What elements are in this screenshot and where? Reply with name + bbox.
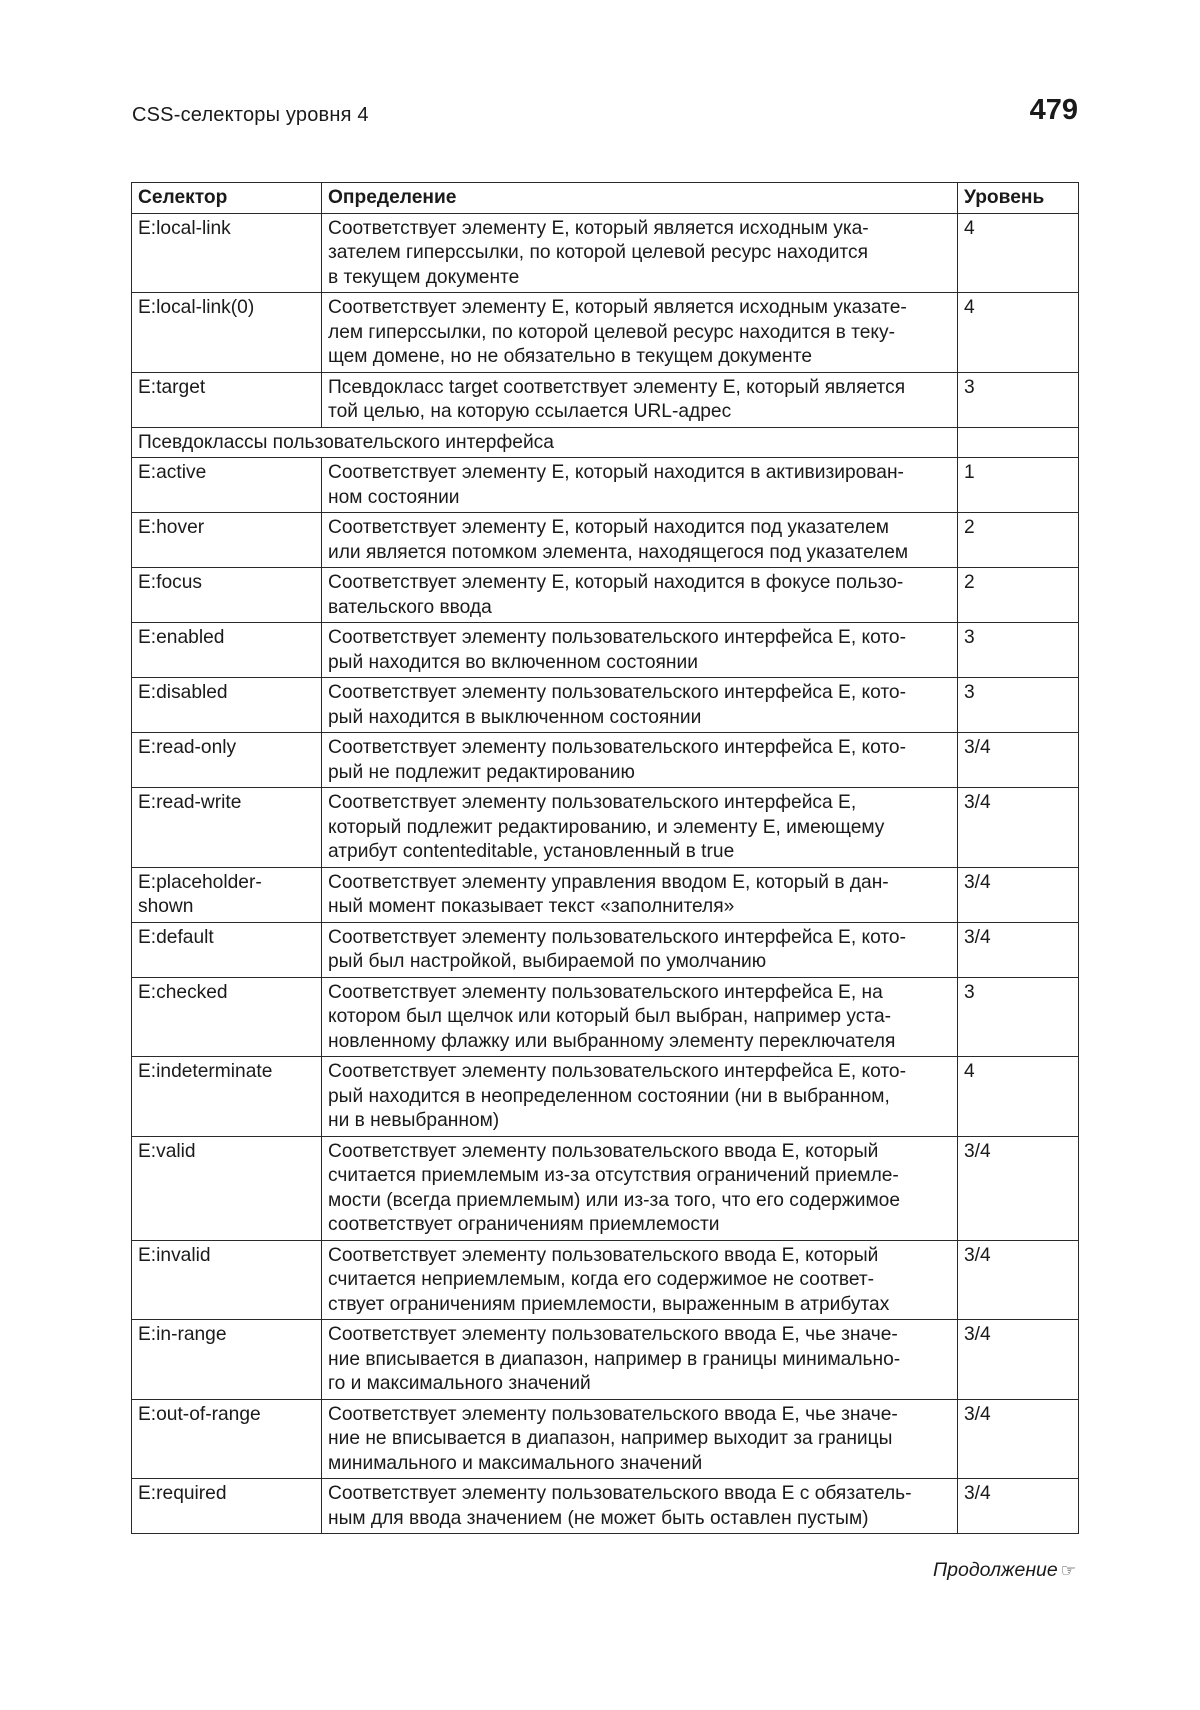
level-cell: 4 bbox=[958, 293, 1079, 373]
table-row bbox=[132, 977, 1079, 1057]
definition-cell: Соответствует элементу пользовательского интерфейса E, на котором был щелчок или который был выбран, например уста- новленному флажку или выбранному элементу переключателя bbox=[322, 977, 958, 1057]
selector-cell: E:out-of-range bbox=[132, 1399, 322, 1479]
table-row bbox=[132, 623, 1079, 678]
definition-cell: Соответствует элементу пользовательского ввода E, чье значе- ние вписывается в диапазон, например в границы минимально- го и максимального значений bbox=[322, 1320, 958, 1400]
definition-cell: Соответствует элементу пользовательского ввода E, который считается неприемлемым, когда его содержимое не соответ- ствует ограничениям приемлемости, выраженным в атрибутах bbox=[322, 1240, 958, 1320]
level-cell: 3/4 bbox=[958, 1399, 1079, 1479]
table-row bbox=[132, 678, 1079, 733]
selector-cell: E:checked bbox=[132, 977, 322, 1057]
definition-cell: Соответствует элементу пользовательского интерфейса E, кото- рый находится во включенном состоянии bbox=[322, 623, 958, 678]
table-row bbox=[132, 1057, 1079, 1137]
level-cell: 3 bbox=[958, 623, 1079, 678]
level-cell: 3/4 bbox=[958, 788, 1079, 868]
selectors-table bbox=[131, 182, 1079, 1534]
continuation-note bbox=[933, 1559, 1076, 1582]
column-header-level: Уровень bbox=[958, 183, 1079, 214]
running-head-title: CSS-селекторы уровня 4 bbox=[132, 104, 369, 126]
selector-cell: E:local-link bbox=[132, 213, 322, 293]
pointing-hand-icon: ☞ bbox=[1060, 1561, 1076, 1580]
level-cell: 3/4 bbox=[958, 922, 1079, 977]
selector-cell: E:target bbox=[132, 372, 322, 427]
level-cell: 2 bbox=[958, 513, 1079, 568]
selector-cell: E:default bbox=[132, 922, 322, 977]
selector-cell: E:in-range bbox=[132, 1320, 322, 1400]
definition-cell: Соответствует элементу E, который является исходным указате- лем гиперссылки, по которой целевой ресурс находится в теку- щем домене, но не обязательно в текущем документе bbox=[322, 293, 958, 373]
definition-cell: Соответствует элементу пользовательского ввода E с обязатель- ным для ввода значением (не может быть оставлен пустым) bbox=[322, 1479, 958, 1534]
section-heading-empty-cell bbox=[958, 427, 1079, 458]
level-cell: 3/4 bbox=[958, 1136, 1079, 1240]
definition-cell: Псевдокласс target соответствует элементу E, который является той целью, на которую ссылается URL-адрес bbox=[322, 372, 958, 427]
page-number: 479 bbox=[1029, 94, 1078, 126]
table-row bbox=[132, 1136, 1079, 1240]
level-cell: 3 bbox=[958, 678, 1079, 733]
selector-cell: E:read-only bbox=[132, 733, 322, 788]
table-row bbox=[132, 1479, 1079, 1534]
table-row bbox=[132, 1240, 1079, 1320]
level-cell: 1 bbox=[958, 458, 1079, 513]
section-heading-row bbox=[132, 427, 1079, 458]
selector-cell: E:placeholder- shown bbox=[132, 867, 322, 922]
selector-cell: E:local-link(0) bbox=[132, 293, 322, 373]
definition-cell: Соответствует элементу управления вводом E, который в дан- ный момент показывает текст «заполнителя» bbox=[322, 867, 958, 922]
continuation-label: Продолжение bbox=[933, 1559, 1058, 1581]
level-cell: 3 bbox=[958, 372, 1079, 427]
table-row bbox=[132, 372, 1079, 427]
table-row bbox=[132, 867, 1079, 922]
selector-cell: E:valid bbox=[132, 1136, 322, 1240]
definition-cell: Соответствует элементу пользовательского интерфейса E, кото- рый был настройкой, выбираемой по умолчанию bbox=[322, 922, 958, 977]
definition-cell: Соответствует элементу пользовательского интерфейса E, кото- рый не подлежит редактированию bbox=[322, 733, 958, 788]
definition-cell: Соответствует элементу пользовательского интерфейса E, кото- рый находится в неопределенном состоянии (ни в выбранном, ни в невыбранном) bbox=[322, 1057, 958, 1137]
table-row bbox=[132, 458, 1079, 513]
definition-cell: Соответствует элементу пользовательского ввода E, чье значе- ние не вписывается в диапазон, например выходит за границы минимального и максимального значений bbox=[322, 1399, 958, 1479]
level-cell: 3/4 bbox=[958, 867, 1079, 922]
selector-cell: E:focus bbox=[132, 568, 322, 623]
table-row bbox=[132, 1320, 1079, 1400]
table-header-row bbox=[132, 183, 1079, 214]
table-row bbox=[132, 1399, 1079, 1479]
definition-cell: Соответствует элементу пользовательского интерфейса E, который подлежит редактированию, и элементу E, имеющему атрибут contenteditable, установленный в true bbox=[322, 788, 958, 868]
table-row bbox=[132, 213, 1079, 293]
level-cell: 4 bbox=[958, 1057, 1079, 1137]
selector-cell: E:disabled bbox=[132, 678, 322, 733]
level-cell: 3/4 bbox=[958, 1320, 1079, 1400]
level-cell: 4 bbox=[958, 213, 1079, 293]
definition-cell: Соответствует элементу пользовательского ввода E, который считается приемлемым из-за отсутствия ограничений приемле- мости (всегда приемлемым) или из-за того, что его содержимое соответствует ограничениям приемлемости bbox=[322, 1136, 958, 1240]
table-row bbox=[132, 922, 1079, 977]
table-row bbox=[132, 788, 1079, 868]
table-row bbox=[132, 513, 1079, 568]
selector-cell: E:enabled bbox=[132, 623, 322, 678]
level-cell: 3 bbox=[958, 977, 1079, 1057]
definition-cell: Соответствует элементу E, который находится под указателем или является потомком элемента, находящегося под указателем bbox=[322, 513, 958, 568]
level-cell: 3/4 bbox=[958, 1479, 1079, 1534]
selector-cell: E:active bbox=[132, 458, 322, 513]
selector-cell: E:required bbox=[132, 1479, 322, 1534]
level-cell: 3/4 bbox=[958, 1240, 1079, 1320]
selector-cell: E:read-write bbox=[132, 788, 322, 868]
level-cell: 2 bbox=[958, 568, 1079, 623]
table-row bbox=[132, 733, 1079, 788]
section-heading: Псевдоклассы пользовательского интерфейса bbox=[132, 427, 958, 458]
selector-cell: E:indeterminate bbox=[132, 1057, 322, 1137]
definition-cell: Соответствует элементу E, который находится в активизирован- ном состоянии bbox=[322, 458, 958, 513]
selector-cell: E:invalid bbox=[132, 1240, 322, 1320]
definition-cell: Соответствует элементу E, который находится в фокусе пользо- вательского ввода bbox=[322, 568, 958, 623]
column-header-definition: Определение bbox=[322, 183, 958, 214]
level-cell: 3/4 bbox=[958, 733, 1079, 788]
selector-cell: E:hover bbox=[132, 513, 322, 568]
column-header-selector: Селектор bbox=[132, 183, 322, 214]
definition-cell: Соответствует элементу пользовательского интерфейса E, кото- рый находится в выключенном состоянии bbox=[322, 678, 958, 733]
table-row bbox=[132, 568, 1079, 623]
definition-cell: Соответствует элементу E, который является исходным ука- зателем гиперссылки, по которой целевой ресурс находится в текущем документе bbox=[322, 213, 958, 293]
table-row bbox=[132, 293, 1079, 373]
